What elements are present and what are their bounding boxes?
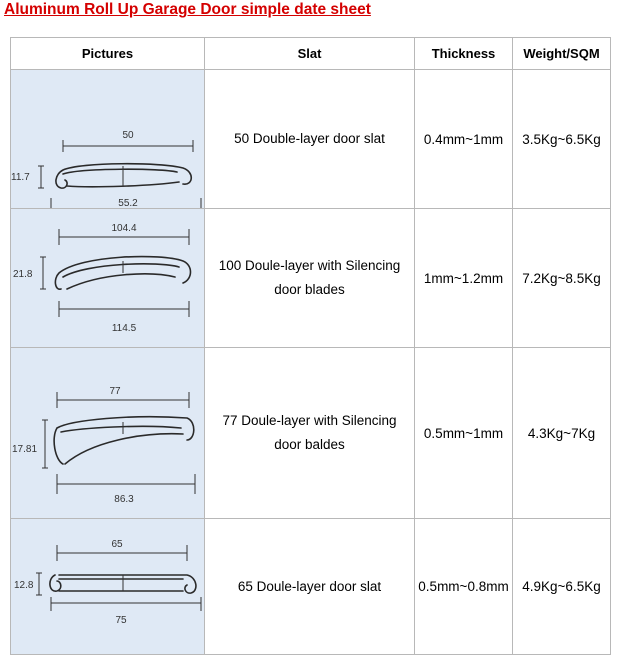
top-dimension: 65 — [111, 539, 123, 550]
slat-100-profile-drawing — [11, 209, 203, 347]
slat-65-profile-drawing — [11, 519, 203, 654]
table-row — [11, 70, 611, 209]
table-row — [11, 209, 611, 348]
slat-name-cell — [205, 519, 415, 655]
table-row — [11, 519, 611, 655]
slat-77-profile-drawing — [11, 348, 203, 518]
slat-drawing-cell — [11, 519, 205, 655]
slat-name: 50 Double-layer door slat — [234, 131, 385, 146]
slat-drawing-cell — [11, 348, 205, 519]
side-dimension: 11.7 — [11, 172, 30, 183]
bottom-dimension: 55.2 — [118, 198, 138, 208]
bottom-dimension: 86.3 — [114, 494, 134, 505]
top-dimension: 104.4 — [111, 223, 137, 234]
page-title: Aluminum Roll Up Garage Door simple date sheet — [4, 1, 371, 18]
data-sheet-table — [10, 37, 611, 655]
slat-name-cell — [205, 70, 415, 209]
slat-name: 65 Doule-layer door slat — [237, 578, 382, 594]
header-slat: Slat — [205, 38, 415, 70]
slat-name: 77 Doule-layer with Silencing door baldes — [222, 413, 397, 452]
header-weight: Weight/SQM — [513, 38, 611, 70]
thickness-cell: 1mm~1.2mm — [415, 209, 513, 348]
top-dimension: 77 — [109, 386, 121, 397]
header-thickness: Thickness — [415, 38, 513, 70]
slat-name: 100 Doule-layer with Silencing door blades — [218, 258, 401, 297]
weight-cell: 4.9Kg~6.5Kg — [513, 519, 611, 655]
weight-cell: 3.5Kg~6.5Kg — [513, 70, 611, 209]
slat-drawing-cell — [11, 209, 205, 348]
slat-name-cell — [205, 348, 415, 519]
side-dimension: 12.8 — [14, 580, 34, 591]
thickness-cell: 0.5mm~1mm — [415, 348, 513, 519]
thickness-cell: 0.5mm~0.8mm — [415, 519, 513, 655]
slat-50-profile-drawing — [11, 70, 203, 208]
table-row — [11, 348, 611, 519]
slat-drawing-cell — [11, 70, 205, 209]
bottom-dimension: 114.5 — [111, 323, 137, 334]
weight-cell: 7.2Kg~8.5Kg — [513, 209, 611, 348]
top-dimension: 50 — [122, 130, 134, 141]
side-dimension: 21.8 — [13, 269, 33, 280]
side-dimension: 17.81 — [12, 444, 38, 455]
header-row — [11, 38, 611, 70]
bottom-dimension: 75 — [115, 615, 127, 626]
thickness-cell: 0.4mm~1mm — [415, 70, 513, 209]
slat-name-cell — [205, 209, 415, 348]
weight-cell: 4.3Kg~7Kg — [513, 348, 611, 519]
header-pictures: Pictures — [11, 38, 205, 70]
